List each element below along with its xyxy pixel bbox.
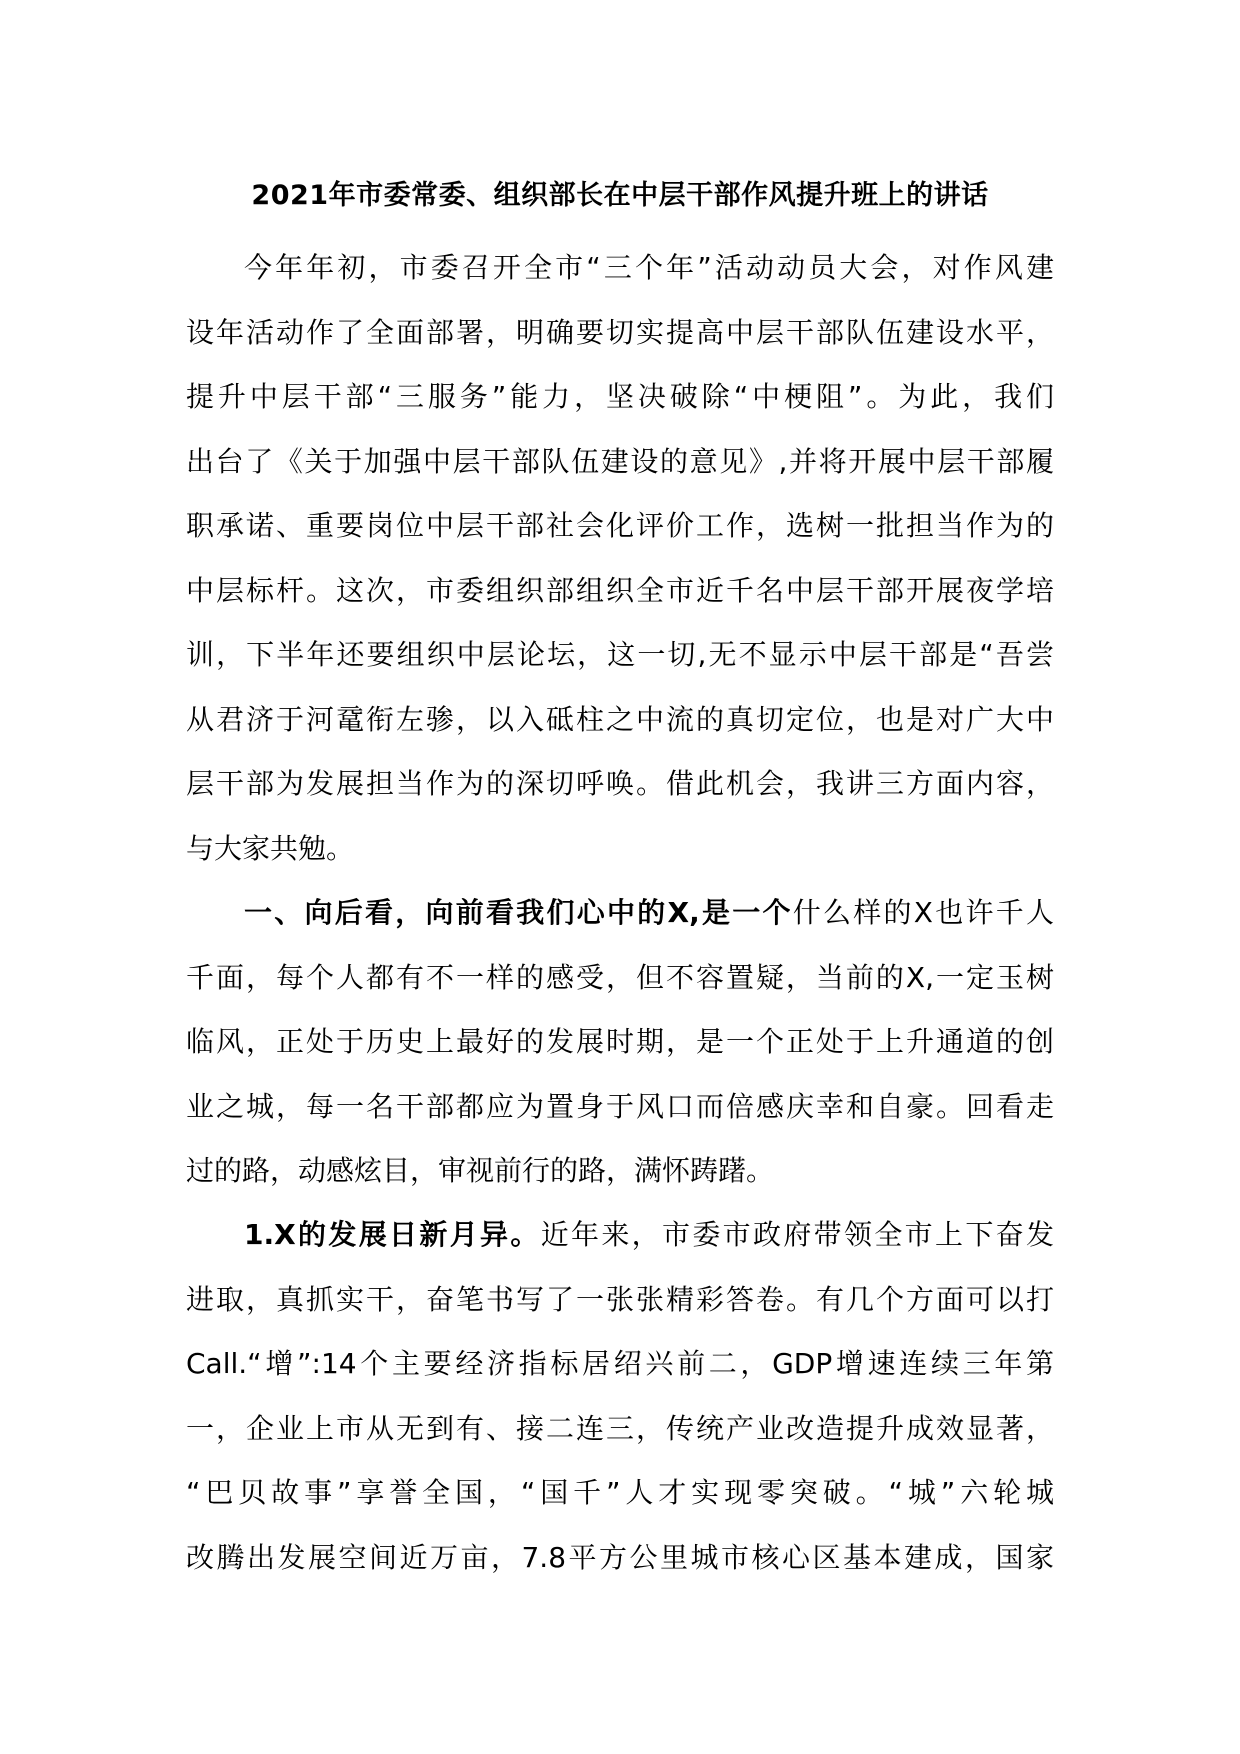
paragraph-section-one [186, 881, 1054, 1204]
paragraph-subsection-one [186, 1203, 1054, 1590]
paragraph-line: 层干部为发展担当作为的深切呼唤。借此机会，我讲三方面内容， [186, 767, 1054, 800]
paragraph-line: 中层标杆。这次，市委组织部组织全市近千名中层干部开展夜学培 [186, 573, 1054, 607]
heading-line-text: 近年来，市委市政府带领全市上下奋发 [540, 1218, 1054, 1251]
paragraph-line: 设年活动作了全面部署，明确要切实提高中层干部队伍建设水平， [186, 315, 1054, 349]
paragraph-line [186, 881, 1054, 946]
paragraph-line [186, 1203, 1054, 1268]
paragraph-line: 出台了《关于加强中层干部队伍建设的意见》,并将开展中层干部履 [186, 444, 1054, 478]
paragraph-line: 改腾出发展空间近万亩，7.8平方公里城市核心区基本建成，国家 [186, 1540, 1054, 1574]
subsection-heading: 1.X的发展日新月异。 [244, 1218, 541, 1251]
paragraph-line: 从君济于河鼋衔左骖，以入砥柱之中流的真切定位，也是对广大中 [186, 702, 1054, 736]
document-title: 2021年市委常委、组织部长在中层干部作风提升班上的讲话 [251, 180, 989, 211]
paragraph-line: 进取，真抓实干，奋笔书写了一张张精彩答卷。有几个方面可以打 [186, 1282, 1054, 1316]
paragraph-line: 一，企业上市从无到有、接二连三，传统产业改造提升成效显著， [186, 1411, 1054, 1445]
paragraph-line: 千面，每个人都有不一样的感受，但不容置疑，当前的X,一定玉树 [186, 960, 1054, 994]
paragraph-line: 提升中层干部“三服务”能力，坚决破除“中梗阻”。为此，我们 [186, 380, 1054, 413]
paragraph-line: Call.“增”:14个主要经济指标居绍兴前二，GDP增速连续三年第 [186, 1347, 1054, 1380]
paragraph-intro [186, 236, 1054, 881]
paragraph-line: 训，下半年还要组织中层论坛，这一切,无不显示中层干部是“吾尝 [186, 638, 1054, 671]
paragraph-line: “巴贝故事”享誉全国，“国千”人才实现零突破。“城”六轮城 [186, 1476, 1054, 1509]
paragraph-line: 业之城，每一名干部都应为置身于风口而倍感庆幸和自豪。回看走 [186, 1089, 1054, 1123]
paragraph-line: 临风，正处于历史上最好的发展时期，是一个正处于上升通道的创 [186, 1025, 1054, 1058]
paragraph-line: 职承诺、重要岗位中层干部社会化评价工作，选树一批担当作为的 [186, 509, 1054, 542]
section-heading: 一、向后看，向前看我们心中的X,是一个 [244, 896, 793, 929]
paragraph-line: 今年年初，市委召开全市“三个年”活动动员大会，对作风建 [244, 251, 1054, 284]
heading-line-text: 什么样的X也许千人 [792, 896, 1054, 929]
paragraph-line: 与大家共勉。 [186, 831, 355, 865]
paragraph-line: 过的路，动感炫目，审视前行的路，满怀踌躇。 [186, 1154, 775, 1187]
